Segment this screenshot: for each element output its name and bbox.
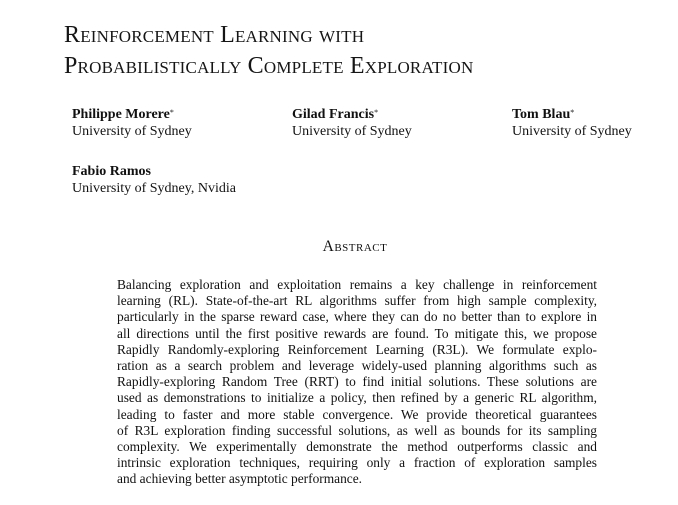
abstract-body (117, 277, 597, 488)
title-line-1: Reinforcement Learning with (64, 22, 365, 48)
author-block-4 (72, 163, 236, 197)
abstract-line: and achieving better asymptotic performance. (117, 471, 363, 487)
abstract-line: used as demonstrations to initialize a policy, then refined by a generic RL algorithm, (117, 390, 597, 406)
abstract-line: intrinsic exploration techniques, requiring only a fraction of exploration samples (117, 455, 597, 471)
author-block-1 (72, 106, 192, 140)
author-affiliation: University of Sydney (72, 124, 192, 139)
abstract-line: leading to faster and more stable convergence. We provide theoretical guarantees (117, 406, 597, 422)
abstract-line: of R3L exploration finding successful solutions, as well as bounds for its sampling (117, 422, 597, 438)
author-affiliation: University of Sydney, Nvidia (72, 181, 236, 196)
title-line-2: Probabilistically Complete Exploration (64, 53, 474, 79)
abstract-line: learning (RL). State-of-the-art RL algorithms suffer from high sample complexity, (117, 293, 597, 309)
author-affiliation: University of Sydney (512, 124, 632, 139)
abstract-heading: Abstract (322, 238, 388, 255)
abstract-line: Balancing exploration and exploitation remains a key challenge in reinforcement (117, 277, 597, 292)
abstract-line: all directions until the first positive rewards are found. To mitigate this, we propose (117, 325, 597, 341)
abstract-line: Rapidly Randomly-exploring Reinforcement Learning (R3L). We formulate explo- (117, 341, 597, 357)
author-block-3 (512, 106, 632, 140)
author-name: Fabio Ramos (72, 164, 151, 179)
equal-contribution-mark: * (374, 108, 379, 117)
abstract-line: complexity. We experimentally demonstrate the method outperforms classic and (117, 439, 597, 455)
equal-contribution-mark: * (570, 108, 575, 117)
abstract-line: Rapidly-exploring Random Tree (RRT) to find initial solutions. These solutions are (117, 374, 597, 390)
equal-contribution-mark: * (169, 108, 174, 117)
author-name: Gilad Francis* (292, 107, 379, 122)
paper-title (64, 20, 664, 82)
abstract-line: ration as a search problem and leverage widely-used planning algorithms such as (117, 358, 597, 374)
author-name: Tom Blau* (512, 107, 575, 122)
author-name: Philippe Morere* (72, 107, 174, 122)
abstract-line: particularly in the sparse reward case, where they can do no better than to explore in (117, 309, 597, 325)
author-block-2 (292, 106, 412, 140)
author-affiliation: University of Sydney (292, 124, 412, 139)
